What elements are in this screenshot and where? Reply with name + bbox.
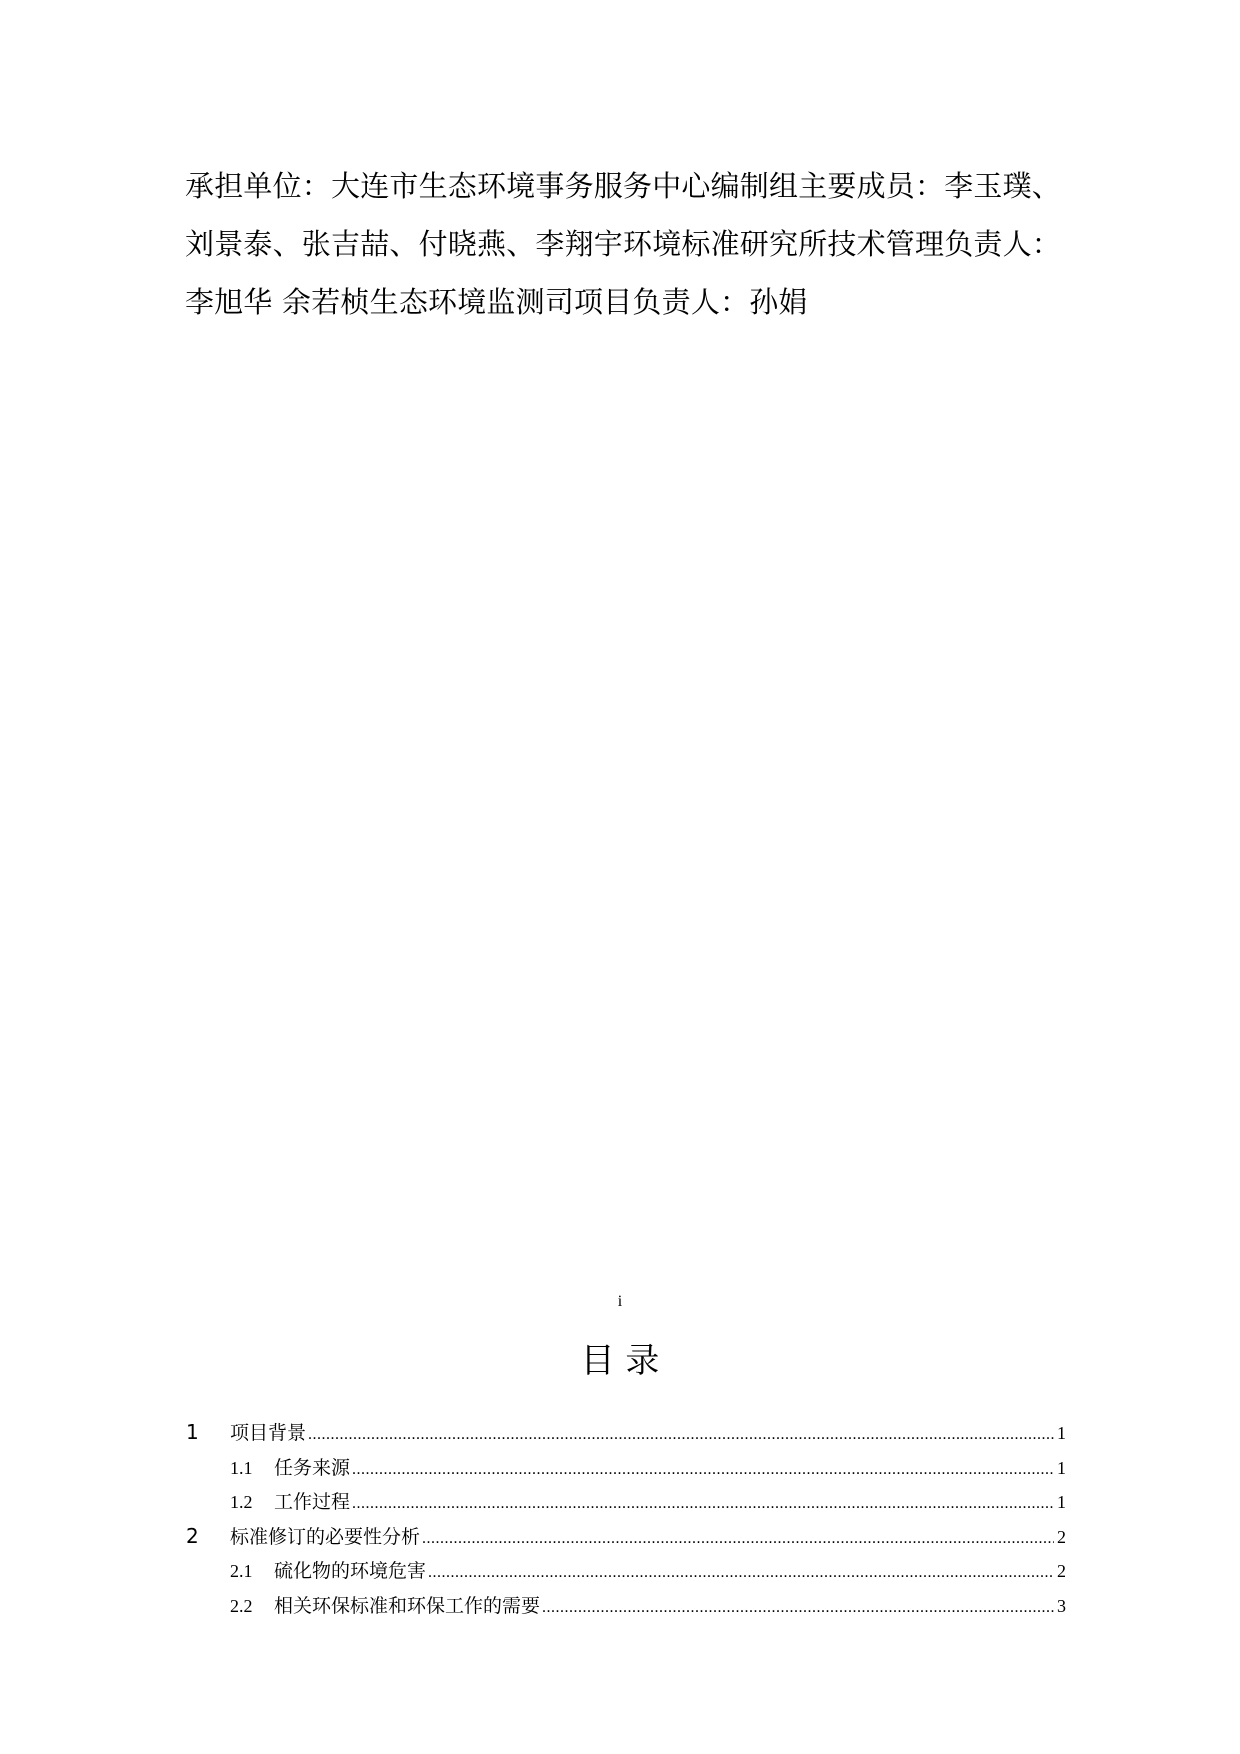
toc-entry-label: 项目背景 xyxy=(230,1422,307,1444)
toc-entry-page: 2 xyxy=(1057,1561,1066,1581)
toc-leader-dots xyxy=(428,1564,1054,1582)
toc-leader-dots xyxy=(352,1495,1054,1513)
toc-entry-number: 1.2 xyxy=(230,1492,253,1512)
toc-entry[interactable] xyxy=(186,1556,1066,1591)
table-of-contents xyxy=(186,1418,1066,1625)
toc-entry[interactable] xyxy=(186,1522,1066,1557)
toc-entry-number: 2.1 xyxy=(230,1561,253,1581)
toc-entry-label: 相关环保标准和环保工作的需要 xyxy=(274,1594,541,1617)
toc-entry-label: 工作过程 xyxy=(274,1491,351,1513)
toc-entry[interactable] xyxy=(186,1453,1066,1488)
intro-paragraph xyxy=(185,157,1065,331)
toc-leader-dots xyxy=(422,1530,1054,1548)
toc-leader-dots xyxy=(308,1426,1054,1444)
toc-entry[interactable] xyxy=(186,1487,1066,1522)
toc-entry-number: 2 xyxy=(186,1523,199,1548)
toc-leader-dots xyxy=(352,1461,1054,1479)
toc-entry[interactable] xyxy=(186,1418,1066,1453)
toc-entry-number: 2.2 xyxy=(230,1595,253,1616)
toc-entry-page: 1 xyxy=(1057,1492,1066,1512)
toc-title: 目 录 xyxy=(580,1341,660,1381)
toc-entry-number: 1.1 xyxy=(230,1457,253,1478)
toc-entry-label: 标准修订的必要性分析 xyxy=(230,1525,421,1548)
toc-entry-page: 1 xyxy=(1057,1423,1066,1443)
toc-entry-page: 2 xyxy=(1057,1526,1066,1547)
toc-entry-number: 1 xyxy=(186,1420,199,1444)
intro-line: 刘景泰、张吉喆、付晓燕、李翔宇环境标准研究所技术管理负责人： xyxy=(185,227,1062,261)
toc-entry[interactable] xyxy=(186,1591,1066,1626)
toc-leader-dots xyxy=(542,1599,1054,1617)
toc-entry-page: 1 xyxy=(1057,1457,1066,1478)
intro-line: 承担单位：大连市生态环境事务服务中心编制组主要成员：李玉璞、 xyxy=(185,169,1062,203)
toc-entry-label: 硫化物的环境危害 xyxy=(274,1560,427,1582)
intro-line: 李旭华 余若桢生态环境监测司项目负责人：孙娟 xyxy=(185,285,808,319)
toc-entry-label: 任务来源 xyxy=(274,1456,351,1479)
toc-entry-page: 3 xyxy=(1057,1595,1066,1616)
page-number: i xyxy=(617,1293,623,1310)
